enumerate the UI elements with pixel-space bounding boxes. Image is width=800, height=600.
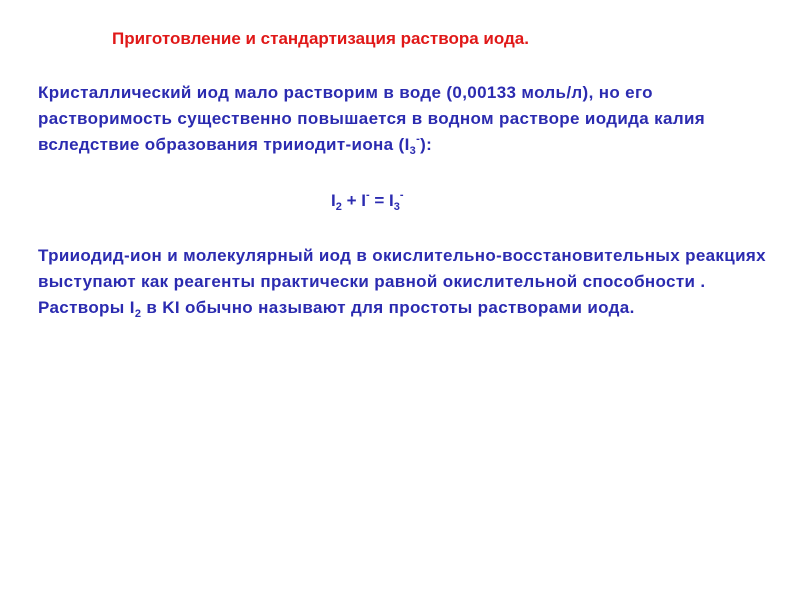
- paragraph-tail: в KI обычно называют для простоты растворами иода.: [141, 298, 635, 317]
- eq-triiodide-superscript: -: [399, 189, 404, 201]
- reaction-equation: [331, 188, 404, 214]
- paragraph-triiodide-oxidation: [38, 243, 778, 321]
- eq-triiodide-subscript: 3: [393, 201, 400, 213]
- ion-formula: [404, 133, 421, 157]
- ion-superscript: -: [416, 133, 421, 145]
- paragraph-text: Кристаллический иод мало растворим в воде (0,00133 моль/л), но его растворимость существенно повышается в водном растворе иодида калия вследствие образования трииодит-иона (: [38, 83, 706, 154]
- formula-base: I: [129, 298, 135, 317]
- page-title: Приготовление и стандартизация раствора иода.: [112, 29, 529, 48]
- eq-equals: =: [369, 191, 390, 210]
- eq-iodine-subscript: 2: [335, 201, 342, 213]
- formula-subscript: 2: [134, 308, 142, 320]
- eq-iodide-superscript: -: [365, 189, 370, 201]
- paragraph-iodine-solubility: [38, 80, 778, 158]
- ion-subscript: 3: [409, 145, 417, 157]
- eq-plus: +: [341, 191, 362, 210]
- formula-i2: [129, 298, 142, 320]
- ion-base: I: [404, 135, 410, 154]
- eq-iodine: I: [331, 191, 336, 210]
- paragraph-tail: ):: [420, 135, 433, 154]
- eq-iodide: I: [361, 191, 366, 210]
- paragraph-text: Трииодид-ион и молекулярный иод в окислительно-восстановительных реакциях выступают как реагенты практически равной окислительной способности . Растворы: [38, 246, 766, 317]
- eq-triiodide: I: [389, 191, 394, 210]
